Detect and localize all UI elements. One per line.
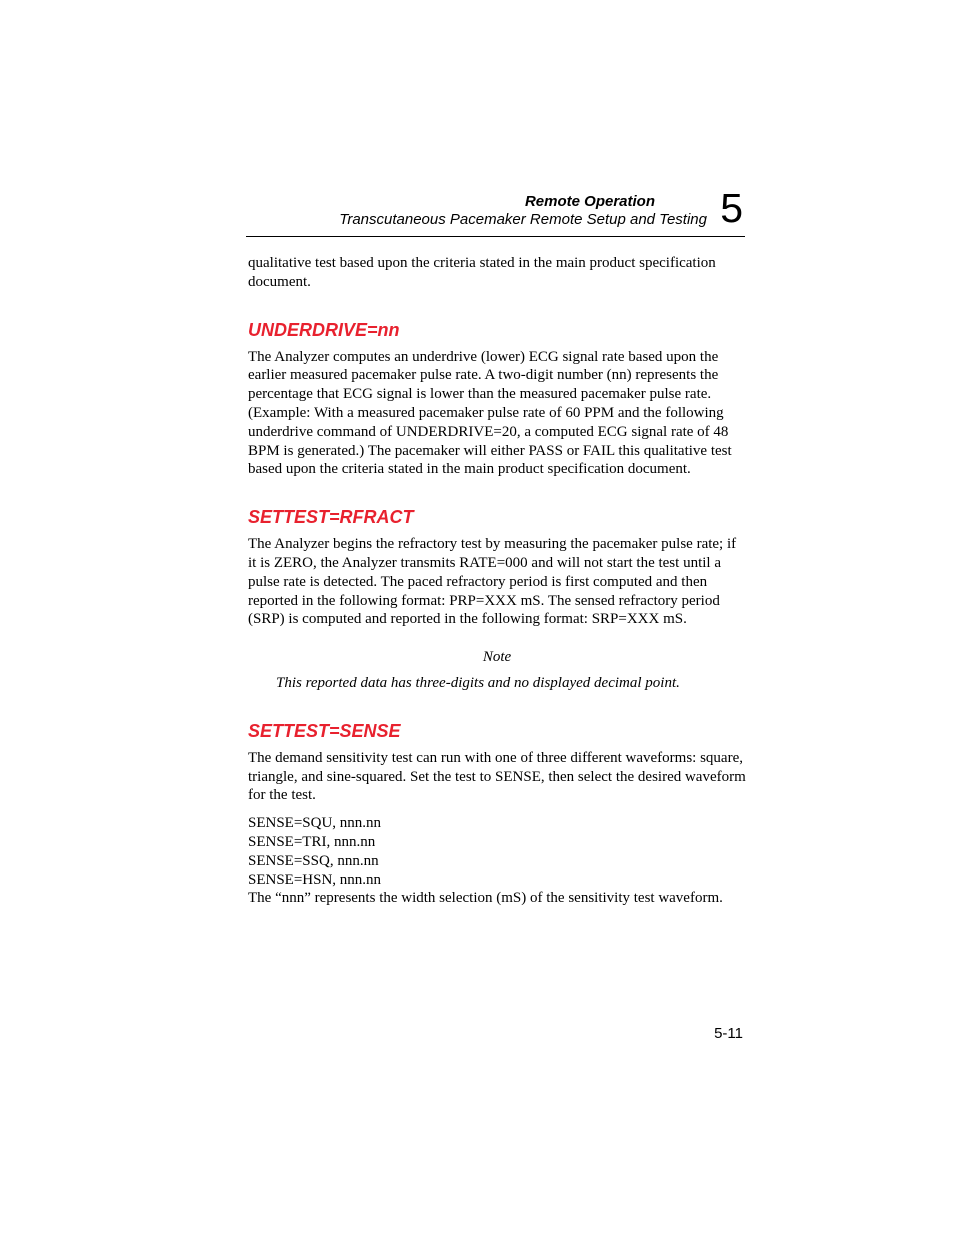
note-text: This reported data has three-digits and no displayed decimal point. bbox=[276, 674, 680, 691]
note-title: Note bbox=[482, 649, 512, 666]
chapter-number: 5 bbox=[720, 185, 743, 231]
intro-paragraph: qualitative test based upon the criteria stated in the main product specification document. bbox=[248, 255, 716, 290]
closing-paragraph: The “nnn” represents the width selection (mS) of the sensitivity test waveform. bbox=[248, 890, 723, 907]
chapter-title: Remote Operation bbox=[524, 193, 655, 210]
sense-command-squ: SENSE=SQU, nnn.nn bbox=[248, 815, 382, 832]
heading-underdrive: UNDERDRIVE=nn bbox=[248, 319, 400, 340]
rfract-paragraph: The Analyzer begins the refractory test by measuring the pacemaker pulse rate; if it is ZERO, the Analyzer transmits RATE=000 and will not start the test until a pulse rate is detected. The paced refractory period is first computed and then reported in the following format: PRP=XXX mS. The sensed refractory period (SRP) is computed and reported in the following format: SRP=XXX mS. bbox=[248, 536, 737, 628]
heading-settest-sense: SETTEST=SENSE bbox=[248, 720, 401, 741]
page-header bbox=[246, 185, 745, 237]
heading-settest-rfract: SETTEST=RFRACT bbox=[248, 507, 414, 528]
sense-command-ssq: SENSE=SSQ, nnn.nn bbox=[248, 852, 379, 869]
page-content bbox=[248, 254, 746, 908]
note-block bbox=[248, 648, 746, 693]
underdrive-paragraph: The Analyzer computes an underdrive (lower) ECG signal rate based upon the earlier measured pacemaker pulse rate. A two-digit number (nn) represents the percentage that ECG signal is lower than the measured pacemaker pulse rate. (Example: With a measured pacemaker pulse rate of 60 PPM and the following underdrive command of UNDERDRIVE=20, a computed ECG signal rate of 48 BPM is generated.) The pacemaker will either PASS or FAIL this qualitative test based upon the criteria stated in the main product specification document. bbox=[248, 348, 732, 478]
page-number: 5-11 bbox=[714, 1025, 743, 1042]
section-title: Transcutaneous Pacemaker Remote Setup and Testing bbox=[339, 211, 707, 228]
sense-paragraph: The demand sensitivity test can run with one of three different waveforms: square, triangle, and sine-squared. Set the test to SENSE, then select the desired waveform for the test. bbox=[248, 749, 746, 804]
sense-command-tri: SENSE=TRI, nnn.nn bbox=[248, 833, 376, 850]
sense-command-hsn: SENSE=HSN, nnn.nn bbox=[248, 871, 382, 888]
